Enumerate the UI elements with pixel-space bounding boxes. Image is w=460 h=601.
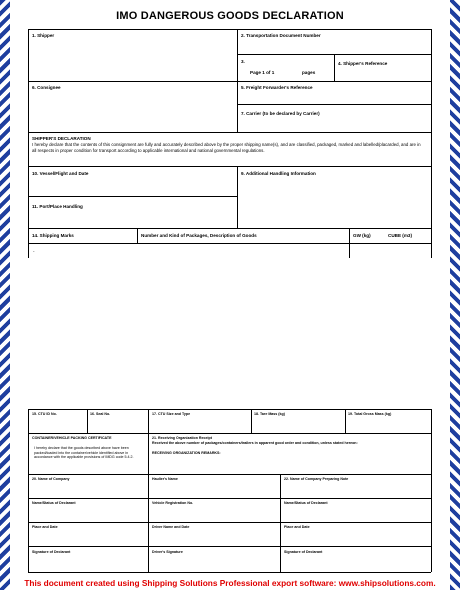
container-cert-text: I hereby declare that the goods described above have been packed/loaded into the container/vehicle identified above in accordance with the applicable provisions of IMDG code 5.4.2.: [34, 446, 134, 460]
gross-mass-label: 19. Total Gross Mass (kg): [348, 412, 392, 416]
rule: [28, 433, 431, 434]
hauler-name-label: Haulier's Name: [152, 477, 178, 481]
receiving-receipt-label: 21. Receiving Organization Receipt: [152, 436, 212, 440]
footer-notice: This document created using Shipping Solutions Professional export software: www.shipsolutions.com.: [24, 578, 436, 588]
rule: [28, 474, 431, 475]
rule: [87, 409, 88, 433]
rule: [431, 409, 432, 572]
rule: [334, 54, 335, 81]
document-title: IMO DANGEROUS GOODS DECLARATION: [116, 10, 344, 22]
pages-text: Page 1 of 1: [250, 70, 275, 75]
freight-forwarder-label: 5. Freight Forwarder's Reference: [241, 85, 313, 90]
shipping-marks-label: 14. Shipping Marks: [32, 233, 74, 238]
pages-label: pages: [302, 70, 316, 75]
receiving-remarks-label: RECEIVING ORGANIZATION REMARKS:: [152, 451, 221, 455]
ctu-id-label: 15. CTU ID No.: [32, 412, 57, 416]
vessel-label: 10. Vessel/Flight and Date: [32, 171, 89, 176]
rule: [280, 474, 281, 572]
receiving-receipt-text: Received the above number of packages/containers/trailers in apparent good order and condition, unless stated hereon:: [152, 441, 358, 445]
rule: [345, 409, 346, 433]
rule: [28, 409, 431, 410]
rule: [28, 29, 431, 30]
rule: [148, 409, 149, 433]
port-label: 11. Port/Place Handling: [32, 204, 83, 209]
rule: [237, 166, 238, 228]
declarant-signature-label: Signature of Declarant: [32, 550, 71, 554]
driver-signature-label: Driver's Signature: [152, 550, 183, 554]
right-border-stripe: [450, 0, 460, 590]
place-date-label-2: Place and Date: [284, 525, 310, 529]
rule: [237, 104, 431, 105]
consignee-label: 6. Consignee: [32, 85, 61, 90]
seal-label: 16. Seal No.: [90, 412, 111, 416]
goods-dash: -: [33, 249, 35, 254]
tare-mass-label: 18. Tare Mass (kg): [254, 412, 285, 416]
rule: [28, 81, 431, 82]
carrier-label: 7. Carrier (to be declared by Carrier): [241, 111, 320, 116]
declarant-status-label: Name/Status of Declarant: [32, 501, 76, 505]
shipper-declaration-text: I hereby declare that the contents of this consignment are fully and accurately described above by the proper shipping name(s), and are classified, packaged, marked and labelled/placarded, and are in all respects in proper condition for transport according to applicable international and national governmental regulations.: [32, 142, 421, 153]
rule: [28, 522, 431, 523]
rule: [349, 228, 350, 258]
vehicle-registration-label: Vehicle Registration No.: [152, 501, 194, 505]
driver-name-label: Driver Name and Date: [152, 525, 190, 529]
rule: [28, 196, 237, 197]
declarant-status-label-2: Name/Status of Declarant: [284, 501, 328, 505]
rule: [251, 409, 252, 433]
ctu-size-label: 17. CTU Size and Type: [152, 412, 191, 416]
rule: [28, 228, 431, 229]
rule: [28, 243, 431, 244]
rule: [28, 572, 431, 573]
rule: [431, 29, 432, 258]
rule: [28, 498, 431, 499]
container-cert-heading: CONTAINER/VEHICLE PACKING CERTIFICATE: [32, 436, 112, 440]
company-preparing-label: 22. Name of Company Preparing Note: [284, 477, 349, 481]
rule: [28, 546, 431, 547]
shipper-reference-label: 4. Shipper's Reference: [338, 61, 388, 66]
packages-label: Number and Kind of Packages, Description of Goods: [141, 233, 257, 238]
shipper-label: 1. Shipper: [32, 33, 55, 38]
pages-number-label: 3.: [241, 59, 245, 64]
gross-weight-label: GW (kg): [353, 233, 371, 238]
rule: [28, 166, 431, 167]
rule: [148, 433, 149, 572]
additional-handling-label: 9. Additional Handling Information: [241, 171, 316, 176]
rule: [28, 29, 29, 258]
transport-doc-label: 2. Transportation Document Number: [241, 33, 321, 38]
company-name-label: 20. Name of Company: [32, 477, 70, 481]
cube-label: CUBE (m3): [388, 233, 412, 238]
declarant-signature-label-2: Signature of Declarant: [284, 550, 323, 554]
rule: [28, 132, 431, 133]
left-border-stripe: [0, 0, 10, 590]
rule: [137, 228, 138, 243]
shipper-declaration-heading: SHIPPER'S DECLARATION: [32, 136, 91, 141]
place-date-label: Place and Date: [32, 525, 58, 529]
